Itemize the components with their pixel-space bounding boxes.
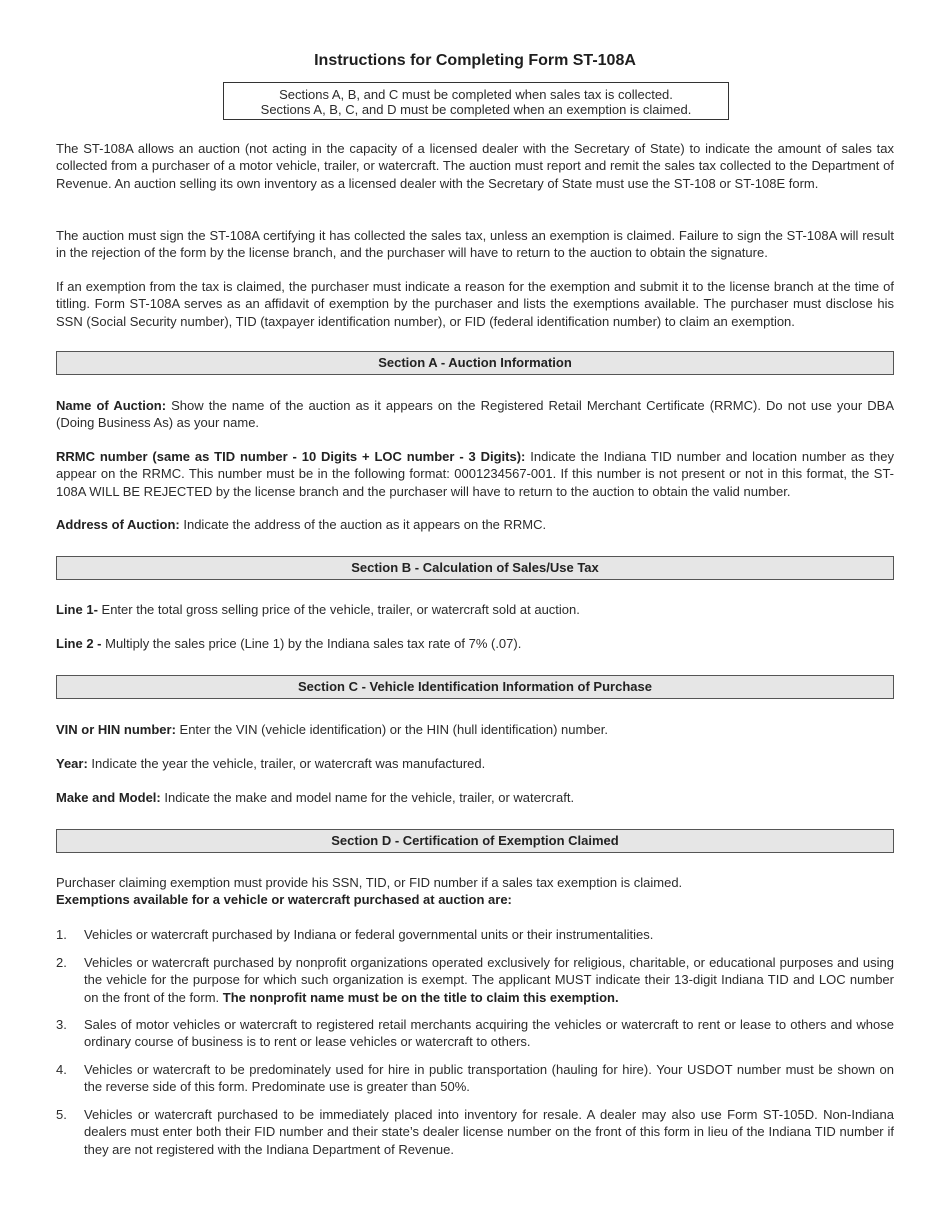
list-item-text: [84, 954, 894, 1006]
list-item-body: Vehicles or watercraft purchased by Indiana or federal governmental units or their instrumentalities.: [84, 927, 654, 942]
line-1-text: Enter the total gross selling price of the vehicle, trailer, or watercraft sold at auction.: [97, 602, 580, 617]
list-item-text: [84, 1016, 894, 1051]
notice-line-2: Sections A, B, C, and D must be completed when an exemption is claimed.: [260, 102, 692, 117]
list-item-text: [84, 1106, 894, 1158]
intro-paragraph-3: If an exemption from the tax is claimed, the purchaser must indicate a reason for the exemption and submit it to the license branch at the time of titling. Form ST-108A serves as an affidavit of exemption by the purchaser and lists the exemptions available. The purchaser must disclose his SSN (Social Security number), TID (taxpayer identification number), or FID (federal identification number) to claim an exemption.: [56, 279, 894, 329]
line-2-label: Line 2 -: [56, 636, 102, 651]
intro-paragraph-2: The auction must sign the ST-108A certifying it has collected the sales tax, unless an exemption is claimed. Failure to sign the ST-108A will result in the rejection of the form by the license branch, and the purchaser will have to return to the auction to obtain the signature.: [56, 228, 894, 261]
intro-paragraph-1: The ST-108A allows an auction (not acting in the capacity of a licensed dealer with the Secretary of State) to indicate the amount of sales tax collected from a purchaser of a motor vehicle, trailer, or watercraft. The auction must report and remit the sales tax collected to the Department of Revenue. An auction selling its own inventory as a licensed dealer with the Secretary of State must use the ST-108 or ST-108E form.: [56, 141, 894, 191]
list-item-body: Vehicles or watercraft purchased to be immediately placed into inventory for resale. A dealer may also use Form ST-105D. Non-Indiana dealers must enter both their FID number and their state’s dealer license number on the front of this form in lieu of the Indiana TID number if they are not registered with the Indiana Department of Revenue.: [84, 1107, 894, 1157]
year-label: Year:: [56, 756, 88, 771]
section-d-header: Section D - Certification of Exemption Claimed: [56, 829, 894, 853]
page-title: Instructions for Completing Form ST-108A: [314, 52, 636, 69]
list-item-number: 5.: [56, 1107, 67, 1122]
completion-notice-box: [223, 82, 729, 120]
vin-label: VIN or HIN number:: [56, 722, 176, 737]
name-of-auction-paragraph: [56, 397, 894, 432]
vin-paragraph: [56, 721, 894, 738]
list-item-body: Vehicles or watercraft purchased by nonprofit organizations operated exclusively for religious, charitable, or educational purposes and using the vehicle for the purpose for which such organization is exempt. The applicant MUST indicate their 13-digit Indiana TID and LOC number on the front of the form.: [84, 955, 894, 1005]
year-text: Indicate the year the vehicle, trailer, or watercraft was manufactured.: [87, 756, 486, 771]
exemption-intro-text: Purchaser claiming exemption must provide his SSN, TID, or FID number if a sales tax exemption is claimed.: [56, 875, 683, 890]
line-1-paragraph: [56, 601, 894, 618]
address-of-auction-text: Indicate the address of the auction as it appears on the RRMC.: [179, 517, 547, 532]
line-2-text: Multiply the sales price (Line 1) by the Indiana sales tax rate of 7% (.07).: [101, 636, 522, 651]
exemption-intro-paragraph: [56, 874, 894, 909]
line-2-paragraph: [56, 635, 894, 652]
list-item-text: [84, 926, 894, 943]
list-item-number: 4.: [56, 1062, 67, 1077]
rrmc-number-label: RRMC number (same as TID number - 10 Digits + LOC number - 3 Digits):: [56, 449, 526, 464]
list-item-text: [84, 1061, 894, 1096]
list-item-number: 2.: [56, 955, 67, 970]
name-of-auction-text: Show the name of the auction as it appears on the Registered Retail Merchant Certificate (RRMC). Do not use your DBA (Doing Business As) as your name.: [56, 398, 894, 431]
line-1-label: Line 1-: [56, 602, 98, 617]
rrmc-number-text: Indicate the Indiana TID number and location number as they appear on the RRMC. This number must be in the following format: 0001234567-001. If this number is not present or not in this format, the ST-108A WILL BE REJECTED by the license branch and the purchaser will have to return to the auction to obtain the valid number.: [56, 449, 894, 499]
section-a-header: Section A - Auction Information: [56, 351, 894, 375]
list-item-number: 3.: [56, 1017, 67, 1032]
make-model-label: Make and Model:: [56, 790, 161, 805]
rrmc-number-paragraph: [56, 448, 894, 500]
address-of-auction-paragraph: [56, 516, 894, 533]
vin-text: Enter the VIN (vehicle identification) or the HIN (hull identification) number.: [175, 722, 608, 737]
make-model-paragraph: [56, 789, 894, 806]
list-item-body: Vehicles or watercraft to be predominately used for hire in public transportation (hauling for hire). Your USDOT number must be shown on the reverse side of this form. Predominate use is greater than 50%.: [84, 1062, 894, 1095]
list-item-bold: The nonprofit name must be on the title to claim this exemption.: [222, 989, 619, 1005]
year-paragraph: [56, 755, 894, 772]
notice-line-1: Sections A, B, and C must be completed when sales tax is collected.: [279, 87, 673, 102]
section-b-header: Section B - Calculation of Sales/Use Tax: [56, 556, 894, 580]
list-item-body: Sales of motor vehicles or watercraft to registered retail merchants acquiring the vehicles or watercraft to rent or lease to others and whose ordinary course of business is to rent or lease vehicles or watercraft to others.: [84, 1017, 894, 1050]
name-of-auction-label: Name of Auction:: [56, 398, 167, 413]
list-item-number: 1.: [56, 927, 67, 942]
exemption-intro-bold: Exemptions available for a vehicle or watercraft purchased at auction are:: [56, 892, 512, 908]
make-model-text: Indicate the make and model name for the vehicle, trailer, or watercraft.: [160, 790, 575, 805]
section-c-header: Section C - Vehicle Identification Information of Purchase: [56, 675, 894, 699]
address-of-auction-label: Address of Auction:: [56, 517, 180, 532]
